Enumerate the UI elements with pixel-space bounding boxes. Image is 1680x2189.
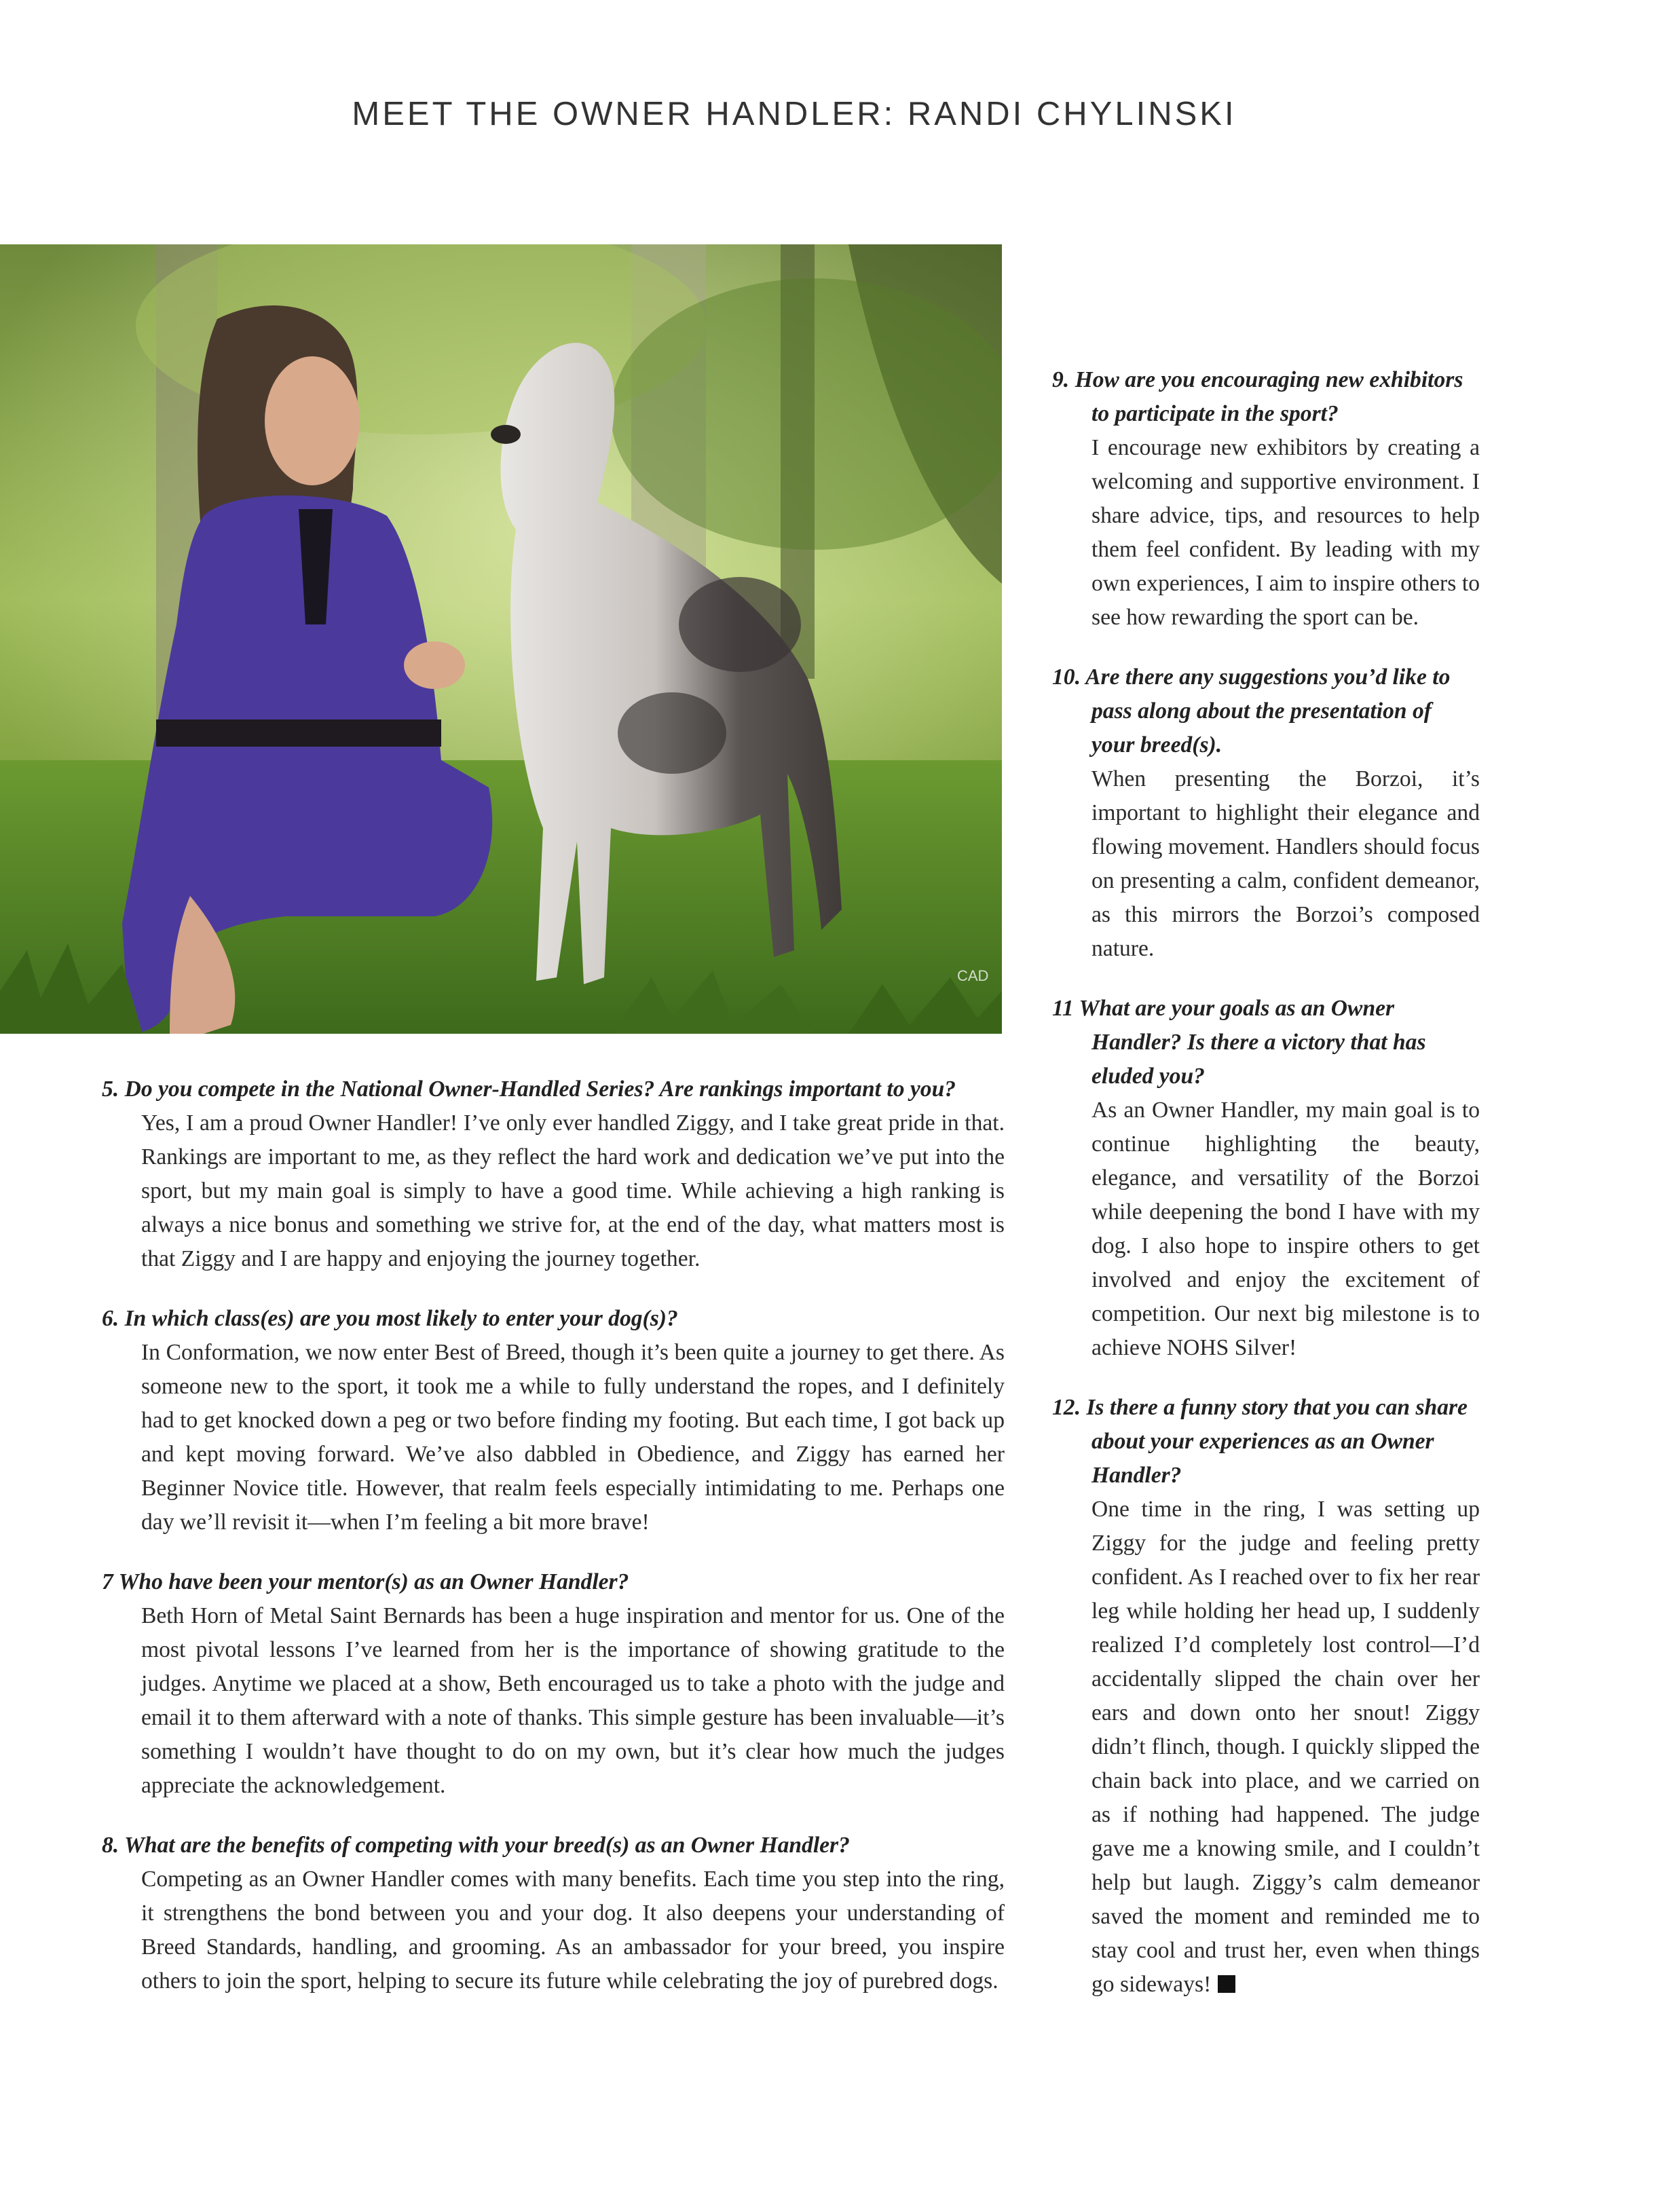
qa-item-5 (102, 1072, 1005, 1276)
answer: When presenting the Borzoi, it’s important to highlight their elegance and flowing movement. Handlers should focus on presenting a calm, confident demeanor, as this mirrors the Borzoi’s composed nature. (1091, 766, 1480, 961)
question: 5. Do you compete in the National Owner-Handled Series? Are rankings important to you? (102, 1077, 956, 1102)
question: 6. In which class(es) are you most likely to enter your dog(s)? (102, 1306, 678, 1331)
photo-handler-with-borzoi (0, 244, 1002, 1034)
question: 11 What are your goals as an Owner Handler? Is there a victory that has eluded you? (1052, 996, 1426, 1089)
qa-item-7 (102, 1565, 1005, 1803)
answer-with-end-mark (1052, 1493, 1480, 2002)
qa-item-8 (102, 1829, 1005, 1998)
qa-item-12 (1052, 1391, 1480, 2002)
end-of-article-mark (1218, 1975, 1235, 1993)
answer: Beth Horn of Metal Saint Bernards has been a huge inspiration and mentor for us. One of the most pivotal lessons I’ve learned from her is the importance of showing gratitude to the judges. Anytime we placed at a show, Beth encouraged us to take a photo with the judge and email it to them afterward with a note of thanks. This simple gesture has been invaluable—it’s something I wouldn’t have thought to do on my own, but it’s clear how much the judges appreciate the acknowledgement. (141, 1603, 1005, 1798)
qa-item-11 (1052, 992, 1480, 1365)
answer: One time in the ring, I was setting up Ziggy for the judge and feeling pretty confident. As I reached over to fix her rear leg while holding her head up, I suddenly realized I’d completely lost control—I’d accidentally slipped the chain over her ears and down onto her snout! Ziggy didn’t flinch, though. I quickly slipped the chain back into place, and we carried on as if nothing had happened. The judge gave me a knowing smile, and I couldn’t help but laugh. Ziggy’s calm demeanor saved the moment and reminded me to stay cool and trust her, even when things go sideways! (1091, 1497, 1480, 1997)
question: 7 Who have been your mentor(s) as an Owner Handler? (102, 1569, 629, 1594)
answer: In Conformation, we now enter Best of Breed, though it’s been quite a journey to get there. As someone new to the sport, it took me a while to fully understand the ropes, and I definitely had to get knocked down a peg or two before finding my footing. But each time, I got back up and kept moving forward. We’ve also dabbled in Obedience, and Ziggy has earned her Beginner Novice title. However, that realm feels especially intimidating to me. Perhaps one day we’ll revisit it—when I’m feeling a bit more brave! (141, 1340, 1005, 1535)
question: 9. How are you encouraging new exhibitors to participate in the sport? (1052, 367, 1463, 426)
qa-item-10 (1052, 660, 1480, 966)
right-column (1052, 363, 1480, 2027)
answer: I encourage new exhibitors by creating a welcoming and supportive environment. I share advice, tips, and resources to help them feel confident. By leading with my own experiences, I aim to inspire others to see how rewarding the sport can be. (1091, 435, 1480, 630)
answer: Yes, I am a proud Owner Handler! I’ve only ever handled Ziggy, and I take great pride in that. Rankings are important to me, as they reflect the hard work and dedication we’ve put into the sport, but my main goal is simply to have a good time. While achieving a high ranking is always a nice bonus and something we strive for, at the end of the day, what matters most is that Ziggy and I are happy and enjoying the journey together. (141, 1110, 1005, 1271)
question: 12. Is there a funny story that you can share about your experiences as an Owner Handler? (1052, 1395, 1468, 1488)
answer: As an Owner Handler, my main goal is to continue highlighting the beauty, elegance, and versatility of the Borzoi while deepening the bond I have with my dog. I also hope to inspire others to get involved and enjoy the excitement of competition. Our next big milestone is to achieve NOHS Silver! (1091, 1098, 1480, 1360)
photo-watermark: CAD (957, 967, 989, 984)
left-column (102, 1072, 1005, 2024)
qa-item-6 (102, 1302, 1005, 1539)
question: 8. What are the benefits of competing with your breed(s) as an Owner Handler? (102, 1833, 850, 1858)
answer: Competing as an Owner Handler comes with many benefits. Each time you step into the ring, it strengthens the bond between you and your dog. It also deepens your understanding of Breed Standards, handling, and grooming. As an ambassador for your breed, you inspire others to join the sport, helping to secure its future while celebrating the joy of purebred dogs. (141, 1867, 1005, 1994)
question: 10. Are there any suggestions you’d like to pass along about the presentation of your breed(s). (1052, 665, 1451, 757)
qa-item-9 (1052, 363, 1480, 635)
page-title: MEET THE OWNER HANDLER: RANDI CHYLINSKI (352, 96, 1237, 132)
